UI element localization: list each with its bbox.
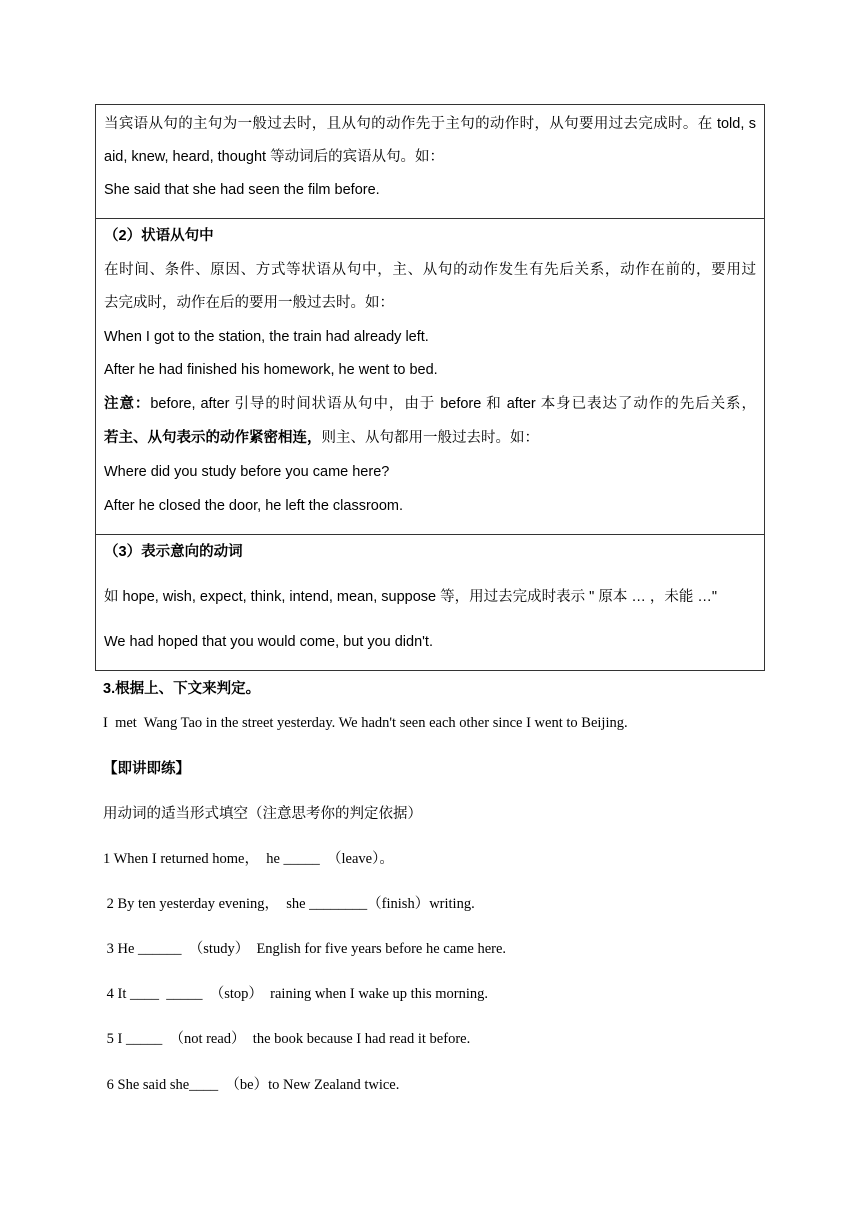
section-past-perfect-object-clause <box>95 104 765 218</box>
section-heading: （2）状语从句中 <box>104 228 214 244</box>
exercise-item-5: 5 I _____ （not read） the book because I had read it before. <box>103 1031 471 1047</box>
section-adverbial-clause <box>95 218 765 534</box>
note-emphasis: 若主、从句表示的动作紧密相连， <box>104 430 322 446</box>
practice-instruction: 用动词的适当形式填空（注意思考你的判定依据） <box>103 806 422 822</box>
example-sentence: She said that she had seen the film before. <box>104 182 380 198</box>
rule-text-line-1: 在时间、条件、原因、方式等状语从句中，主、从句的动作发生有先后关系，动作在前的，要用过 <box>104 262 756 278</box>
point-3-example: I met Wang Tao in the street yesterday. We hadn't seen each other since I went to Beijing. <box>103 715 628 731</box>
example-sentence-1: When I got to the station, the train had already left. <box>104 329 429 345</box>
note-label: 注意： <box>104 396 151 412</box>
exercise-item-4: 4 It ____ _____ （stop） raining when I wake up this morning. <box>103 986 489 1002</box>
section-intention-verbs <box>95 534 765 671</box>
note-line-2 <box>104 428 756 448</box>
point-3-heading: 3.根据上、下文来判定。 <box>103 681 261 697</box>
example-sentence-4: After he closed the door, he left the classroom. <box>104 498 404 514</box>
exercise-item-6: 6 She said she____ （be）to New Zealand twice. <box>103 1077 400 1093</box>
rule-text-line-2: aid, knew, heard, thought 等动词后的宾语从句。如： <box>104 149 445 165</box>
exercise-item-1: 1 When I returned home， he _____ （leave）。 <box>103 851 394 867</box>
rule-text: 如 hope, wish, expect, think, intend, mean, suppose 等，用过去完成时表示 " 原本 … ，未能 …" <box>104 589 718 605</box>
note-text-2: 则主、从句都用一般过去时。如： <box>321 430 539 446</box>
exercise-item-3: 3 He ______ （study） English for five years before he came here. <box>103 941 507 957</box>
note-text: before, after 引导的时间状语从句中，由于 before 和 after 本身已表达了动作的先后关系， <box>150 396 756 412</box>
rule-text-line-2: 去完成时，动作在后的要用一般过去时。如： <box>104 295 394 311</box>
rule-text-line-1: 当宾语从句的主句为一般过去时，且从句的动作先于主句的动作时，从句要用过去完成时。在 told, s <box>104 116 756 132</box>
note-line-1 <box>104 394 756 414</box>
example-sentence: We had hoped that you would come, but you didn't. <box>104 634 433 650</box>
section-heading: （3）表示意向的动词 <box>104 544 243 560</box>
practice-heading: 【即讲即练】 <box>103 761 190 777</box>
exercise-item-2: 2 By ten yesterday evening， she ________（finish）writing. <box>103 896 475 912</box>
example-sentence-3: Where did you study before you came here? <box>104 464 390 480</box>
example-sentence-2: After he had finished his homework, he went to bed. <box>104 362 438 378</box>
